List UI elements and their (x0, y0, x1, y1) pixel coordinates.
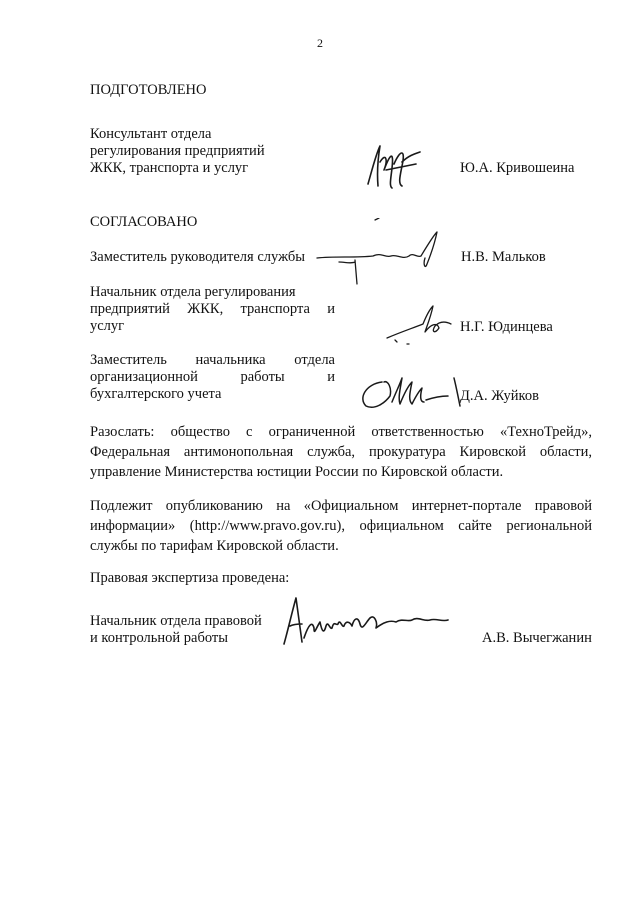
position-line: и контрольной работы (90, 630, 228, 646)
position-line: услуг (90, 318, 125, 334)
page-number: 2 (317, 36, 323, 50)
signer-1-position (90, 249, 330, 266)
publication-text: Подлежит опубликованию на «Официальном интернет-портале правовой информации» (http://www.pravo.gov.ru), официальном сайте региональной службы по тарифам Кировской области. (90, 498, 592, 554)
signer-3-position (90, 352, 335, 403)
position-line: регулирования предприятий (90, 143, 265, 159)
legal-review-statement: Правовая экспертиза проведена: (90, 570, 290, 586)
position-line: предприятий ЖКК, транспорта и (90, 301, 335, 317)
prepared-position (90, 126, 265, 177)
prepared-heading: ПОДГОТОВЛЕНО (90, 82, 207, 98)
signature-vychegzhanin (280, 592, 460, 652)
agreed-heading: СОГЛАСОВАНО (90, 214, 198, 230)
legal-review-position (90, 613, 262, 647)
legal-review-name: А.В. Вычегжанин (482, 630, 592, 646)
position-line: бухгалтерского учета (90, 386, 222, 402)
position-line: Заместитель руководителя службы (90, 249, 306, 265)
position-line: Консультант отдела (90, 126, 212, 142)
position-line: ЖКК, транспорта и услуг (90, 160, 249, 176)
signature-zhuykov (356, 372, 468, 412)
signature-krivosheina (362, 140, 428, 192)
position-line: организационной работы и (90, 369, 335, 385)
position-line: Начальник отдела регулирования (90, 284, 296, 300)
signer-2-position (90, 284, 335, 335)
signer-1-name: Н.В. Мальков (461, 249, 546, 265)
signature-malkov (315, 218, 455, 288)
prepared-name: Ю.А. Кривошеина (460, 160, 575, 176)
position-line: Заместитель начальника отдела (90, 352, 335, 368)
signer-2-name: Н.Г. Юдинцева (460, 319, 553, 335)
signature-yudintseva (385, 300, 457, 350)
distribution-text: Разослать: общество с ограниченной ответственностью «ТехноТрейд», Федеральная антимонопольная служба, прокуратура Кировской области, управление Министерства юстиции России по Кировской области. (90, 424, 592, 480)
signer-3-name: Д.А. Жуйков (460, 388, 539, 404)
position-line: Начальник отдела правовой (90, 613, 262, 629)
